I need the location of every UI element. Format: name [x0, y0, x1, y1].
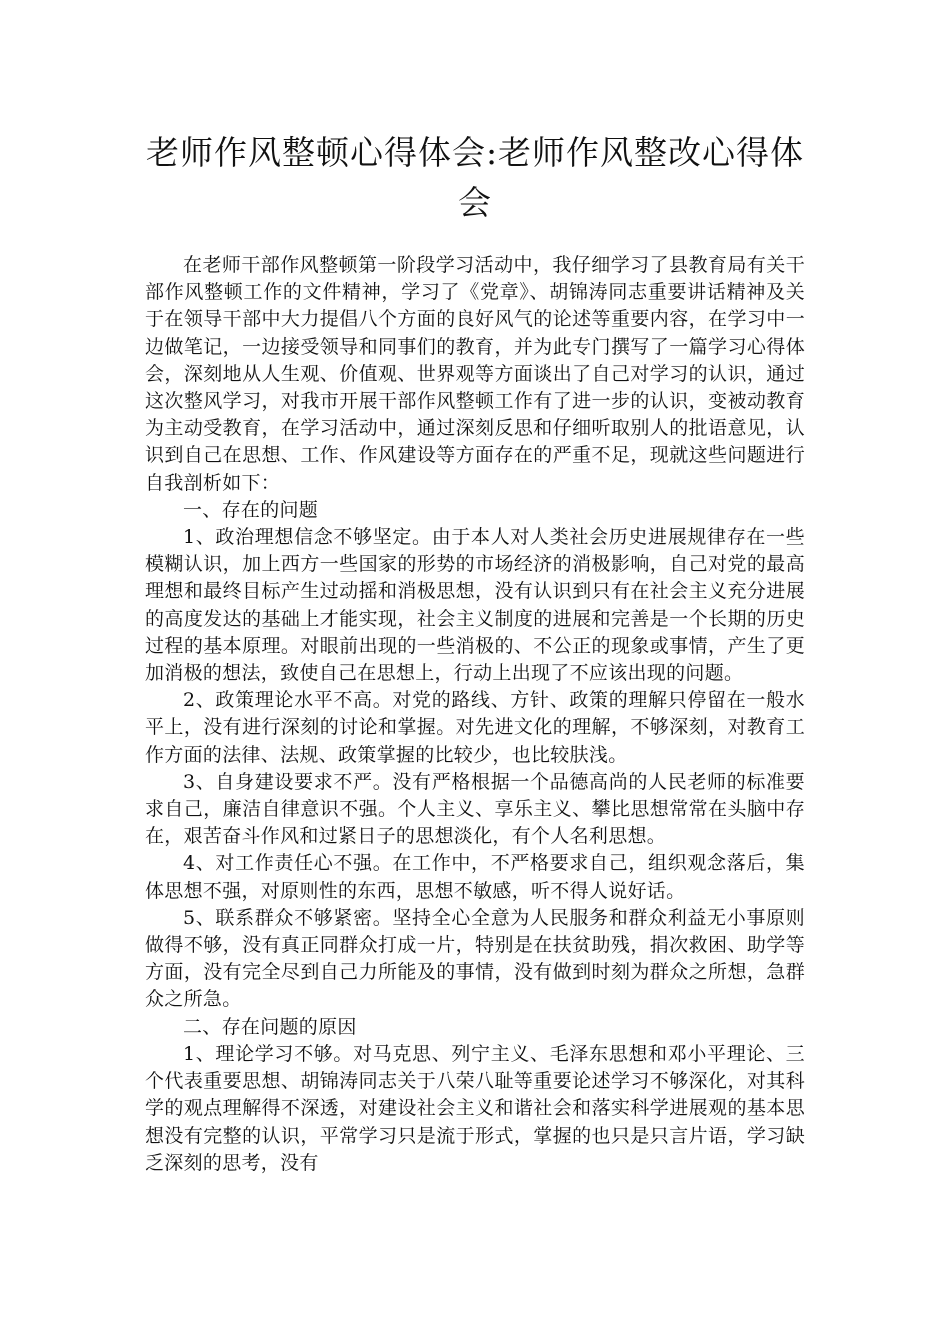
- paragraph-problem-1: 1、政治理想信念不够坚定。由于本人对人类社会历史进展规律存在一些模糊认识，加上西方一些国家的形势的市场经济的消极影响，自己对党的最高理想和最终目标产生过动摇和消极思想，没有认识到只有在社会主义充分进展的高度发达的基础上才能实现，社会主义制度的进展和完善是一个长期的历史过程的基本原理。对眼前出现的一些消极的、不公正的现象或事情，产生了更加消极的想法，致使自己在思想上，行动上出现了不应该出现的问题。: [145, 526, 805, 685]
- paragraph-problem-2: 2、政策理论水平不高。对党的路线、方针、政策的理解只停留在一般水平上，没有进行深刻的讨论和掌握。对先进文化的理解，不够深刻，对教育工作方面的法律、法规、政策掌握的比较少，也比较肤浅。: [145, 689, 805, 766]
- paragraph-cause-1: 1、理论学习不够。对马克思、列宁主义、毛泽东思想和邓小平理论、三个代表重要思想、胡锦涛同志关于八荣八耻等重要论述学习不够深化，对其科学的观点理解得不深透，对建设社会主义和谐社会和落实科学进展观的基本思想没有完整的认识，平常学习只是流于形式，掌握的也只是只言片语，学习缺乏深刻的思考，没有: [145, 1042, 805, 1174]
- document-page: [145, 128, 805, 1177]
- paragraph-intro: 在老师干部作风整顿第一阶段学习活动中，我仔细学习了县教育局有关干部作风整顿工作的文件精神，学习了《党章》、胡锦涛同志重要讲话精神及关于在领导干部中大力提倡八个方面的良好风气的论述等重要内容，在学习中一边做笔记，一边接受领导和同事们的教育，并为此专门撰写了一篇学习心得体会，深刻地从人生观、价值观、世界观等方面谈出了自己对学习的认识，通过这次整风学习，对我市开展干部作风整顿工作有了进一步的认识，变被动教育为主动受教育，在学习活动中，通过深刻反思和仔细听取别人的批语意见，认识到自己在思想、工作、作风建设等方面存在的严重不足，现就这些问题进行自我剖析如下：: [145, 254, 805, 494]
- section-heading-causes: 二、存在问题的原因: [183, 1015, 357, 1038]
- paragraph-problem-4: 4、对工作责任心不强。在工作中，不严格要求自己，组织观念落后，集体思想不强，对原则性的东西，思想不敏感，听不得人说好话。: [145, 852, 805, 902]
- section-heading-problems: 一、存在的问题: [183, 498, 319, 521]
- paragraph-problem-3: 3、自身建设要求不严。没有严格根据一个品德高尚的人民老师的标准要求自己，廉洁自律意识不强。个人主义、享乐主义、攀比思想常常在头脑中存在，艰苦奋斗作风和过紧日子的思想淡化，有个人名利思想。: [145, 770, 805, 848]
- document-body: [145, 252, 805, 1177]
- document-title: 老师作风整顿心得体会:老师作风整改心得体会: [145, 133, 805, 222]
- paragraph-problem-5: 5、联系群众不够紧密。坚持全心全意为人民服务和群众利益无小事原则做得不够，没有真正同群众打成一片，特别是在扶贫助残，捐次救困、助学等方面，没有完全尽到自己力所能及的事情，没有做到时刻为群众之所想，急群众之所急。: [145, 906, 805, 1011]
